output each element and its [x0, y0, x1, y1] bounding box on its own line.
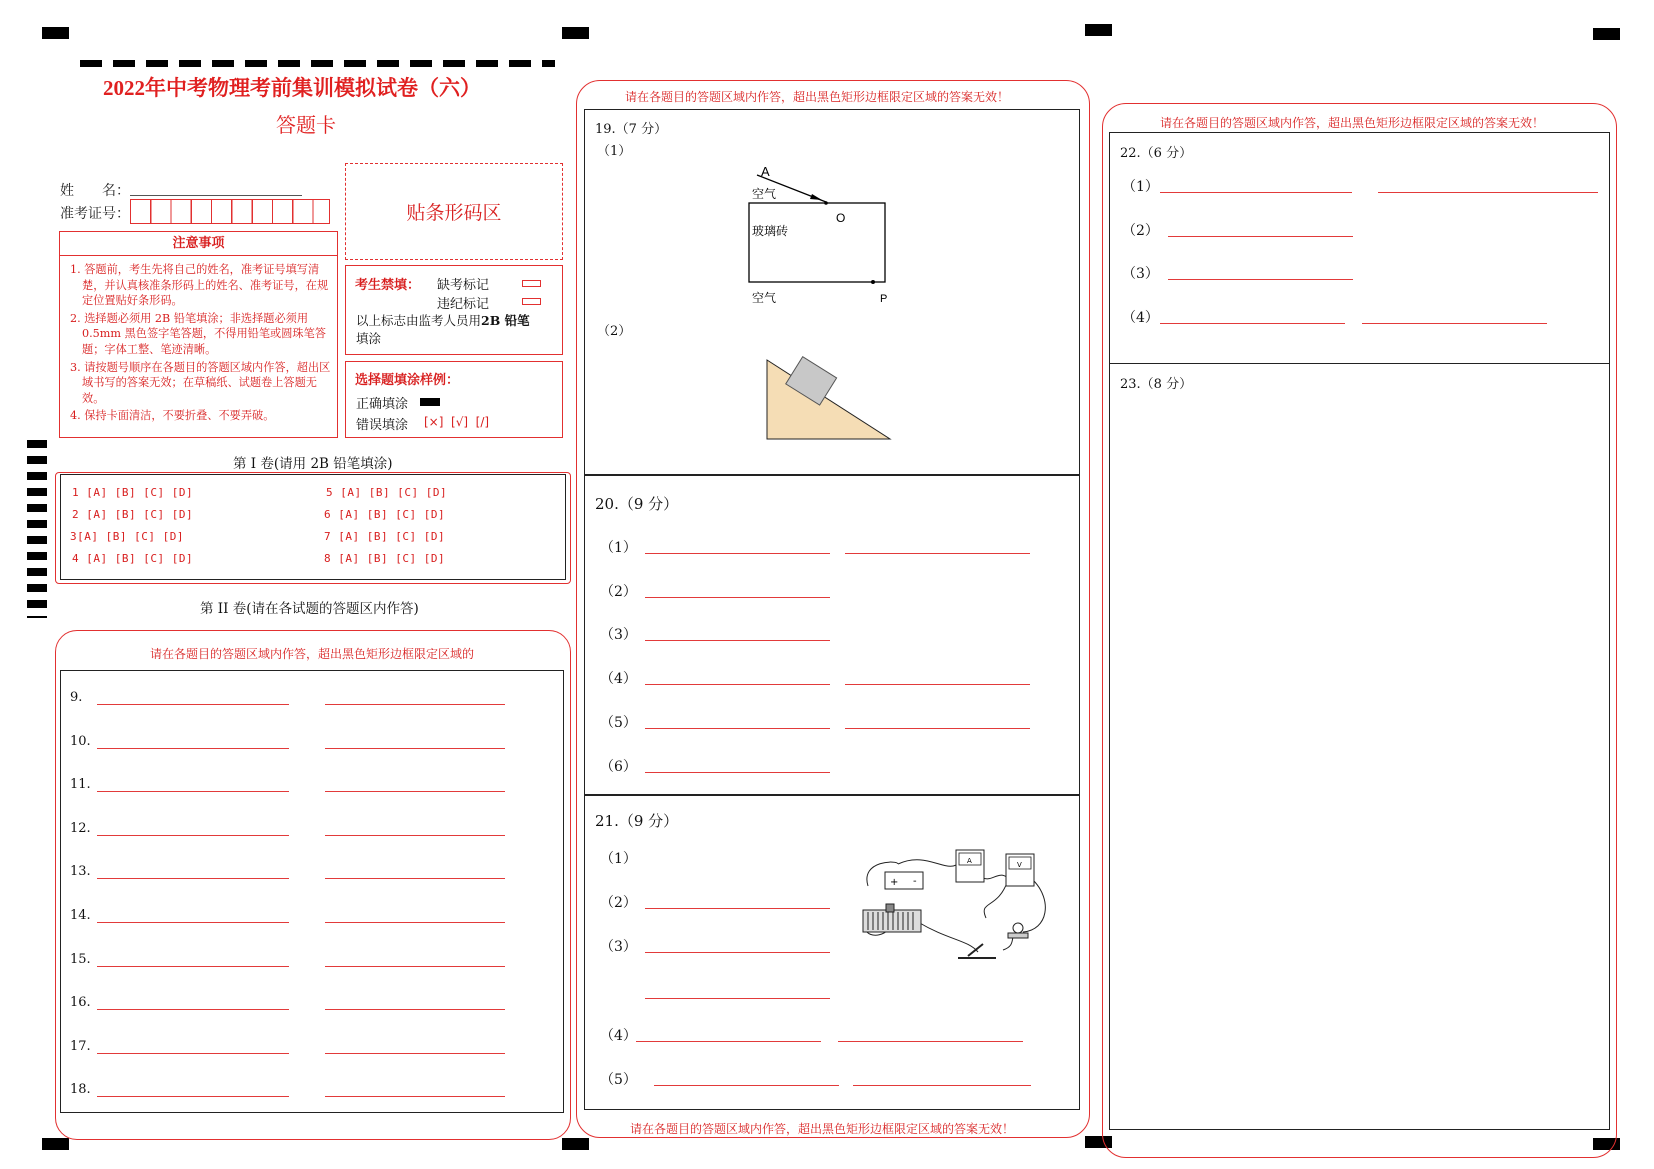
- sub-question-label: （2）: [600, 583, 637, 600]
- wire: [918, 922, 978, 952]
- answer-blank[interactable]: [325, 835, 505, 836]
- answer-blank[interactable]: [645, 908, 830, 909]
- page-title: 2022年中考物理考前集训模拟试卷（六）: [103, 76, 481, 100]
- answer-blank[interactable]: [97, 966, 289, 967]
- notice-title: 注意事项: [60, 232, 337, 256]
- correct-fill-sample: [420, 398, 440, 406]
- ammeter-label: A: [967, 857, 972, 865]
- answer-blank[interactable]: [97, 748, 289, 749]
- label-air-top: 空气: [752, 187, 777, 201]
- answer-blank[interactable]: [838, 1041, 1023, 1042]
- sub-question-label: （1）: [1122, 179, 1159, 195]
- answer-blank[interactable]: [325, 748, 505, 749]
- wrong-fill-samples: [×] [√] [/]: [424, 415, 490, 429]
- answer-blank[interactable]: [97, 791, 289, 792]
- answer-blank[interactable]: [645, 772, 830, 773]
- answer-blank[interactable]: [325, 791, 505, 792]
- question-number: 18.: [70, 1082, 91, 1098]
- answer-blank[interactable]: [1168, 279, 1353, 280]
- dashed-top-line: [80, 60, 555, 67]
- answer-blank[interactable]: [97, 1053, 289, 1054]
- mc-row[interactable]: 2 [A] [B] [C] [D]: [72, 508, 194, 521]
- answer-blank[interactable]: [1160, 323, 1345, 324]
- q20-title: 20.（9 分）: [595, 495, 679, 513]
- ray-arrow-icon: [810, 194, 822, 200]
- part2-answer-box: [60, 670, 564, 1113]
- fill-example-box: [345, 361, 563, 438]
- sub-question-label: （3）: [600, 939, 637, 955]
- timing-mark: [1593, 28, 1620, 40]
- q19-part1: （1）: [597, 144, 632, 159]
- timing-mark: [562, 27, 589, 39]
- point-o: [824, 201, 828, 205]
- label-a: A: [761, 164, 770, 179]
- absent-label: 缺考标记: [437, 278, 490, 293]
- forbidden-note: [356, 312, 556, 348]
- sub-question-label: （3）: [1122, 266, 1159, 282]
- mc-row[interactable]: 4 [A] [B] [C] [D]: [72, 552, 194, 565]
- answer-blank[interactable]: [645, 998, 830, 999]
- answer-blank[interactable]: [853, 1085, 1031, 1086]
- question-number: 16.: [70, 995, 91, 1011]
- sub-question-label: （1）: [600, 851, 637, 867]
- answer-blank[interactable]: [97, 1009, 289, 1010]
- sub-question-label: （4）: [600, 1028, 637, 1044]
- notice-item: 4. 保持卡面清洁，不要折叠、不要弄破。: [70, 409, 275, 423]
- question-number: 17.: [70, 1038, 91, 1054]
- violation-label: 违纪标记: [437, 297, 490, 312]
- wire: [898, 860, 960, 867]
- page-subtitle: 答题卡: [276, 113, 336, 137]
- sub-question-label: （3）: [600, 627, 637, 644]
- sub-question-label: （2）: [1122, 222, 1159, 239]
- col2-bottom-note: 请在各题目的答题区域内作答，超出黑色矩形边框限定区域的答案无效！: [630, 1122, 1015, 1136]
- barcode-area: [345, 163, 563, 260]
- answer-blank[interactable]: [325, 966, 505, 967]
- answer-blank[interactable]: [645, 553, 830, 554]
- answer-blank[interactable]: [645, 640, 830, 641]
- label-o: O: [836, 211, 846, 225]
- notice-item: 3. 请按题号顺序在各题目的答题区域内作答，超出区域书写的答案无效；在草稿纸、试题卷上答题无效。: [70, 360, 331, 405]
- timing-mark: [42, 27, 69, 39]
- wire: [984, 880, 1008, 918]
- sub-question-label: （5）: [600, 714, 637, 731]
- notice-item: 1. 答题前，考生先将自己的姓名，准考证号填写清楚，并认真核准条形码上的姓名、准考证号，在规定位置贴好条形码。: [70, 263, 329, 308]
- timing-mark: [1085, 24, 1112, 36]
- question-number: 14.: [70, 908, 91, 923]
- q22-q23-divider: [1109, 363, 1610, 364]
- forbidden-note-bold: 2B 铅笔: [481, 313, 530, 328]
- mc-row[interactable]: 3[A] [B] [C] [D]: [70, 530, 184, 543]
- id-field[interactable]: [130, 199, 330, 224]
- answer-blank[interactable]: [325, 1096, 505, 1097]
- glass-block: [749, 203, 885, 282]
- answer-blank[interactable]: [654, 1085, 839, 1086]
- question-number: 9.: [70, 690, 83, 705]
- forbidden-note-prefix: 以上标志由监考人员用: [356, 313, 482, 328]
- answer-blank[interactable]: [97, 704, 289, 705]
- forbidden-note-suffix: 填涂: [356, 331, 382, 346]
- q19-part2: （2）: [597, 324, 632, 339]
- answer-blank[interactable]: [1168, 236, 1353, 237]
- timing-mark: [42, 1138, 69, 1150]
- barcode-label: 贴条形码区: [406, 202, 502, 224]
- part2-title: 第 II 卷(请在各试题的答题区内作答): [200, 601, 419, 617]
- notice-item: 2. 选择题必须用 2B 铅笔填涂；非选择题必须用 0.5mm 黑色签字笔答题，不得用铅笔或圆珠笔答题；字体工整、笔迹清晰。: [70, 311, 326, 356]
- answer-blank[interactable]: [1362, 323, 1547, 324]
- mc-row[interactable]: 1 [A] [B] [C] [D]: [72, 486, 194, 499]
- question-number: 10.: [70, 733, 91, 749]
- sub-question-label: （1）: [600, 540, 637, 556]
- q19-title: 19.（7 分）: [595, 122, 668, 137]
- incline-wedge: [767, 360, 890, 439]
- label-air-bottom: 空气: [752, 291, 777, 305]
- notice-box: [59, 231, 338, 438]
- question-number: 13.: [70, 864, 91, 880]
- mc-row[interactable]: 7 [A] [B] [C] [D]: [324, 530, 446, 543]
- question-number: 15.: [70, 951, 91, 967]
- answer-blank[interactable]: [325, 1009, 505, 1010]
- q23-title: 23.（8 分）: [1120, 377, 1193, 392]
- q21-title: 21.（9 分）: [595, 812, 679, 830]
- answer-area-box: [1109, 132, 1610, 1130]
- correct-fill-label: 正确填涂: [356, 397, 409, 412]
- q20-box: [584, 475, 1080, 795]
- answer-blank[interactable]: [1160, 192, 1352, 193]
- question-number: 11.: [70, 777, 91, 793]
- rheostat: [863, 910, 921, 932]
- answer-blank[interactable]: [645, 952, 830, 953]
- mc-row[interactable]: 8 [A] [B] [C] [D]: [324, 552, 446, 565]
- answer-blank[interactable]: [97, 922, 289, 923]
- forbidden-title: 考生禁填：: [355, 278, 421, 293]
- refraction-diagram: [740, 160, 930, 310]
- bulb-base: [1008, 933, 1028, 938]
- sub-question-label: （5）: [600, 1072, 637, 1088]
- answer-blank[interactable]: [636, 1041, 821, 1042]
- bulb: [1013, 923, 1023, 933]
- battery-plus: +: [890, 877, 899, 888]
- sub-question-label: （6）: [600, 758, 637, 775]
- side-timing-strip: [27, 440, 47, 618]
- answer-blank[interactable]: [645, 597, 830, 598]
- rheostat-slider: [886, 904, 894, 912]
- label-p: P: [880, 293, 888, 305]
- voltmeter-label: V: [1017, 861, 1022, 869]
- answer-blank[interactable]: [97, 1096, 289, 1097]
- col2-area-note: 请在各题目的答题区域内作答，超出黑色矩形边框限定区域的答案无效！: [625, 90, 1010, 104]
- sub-question-label: （4）: [600, 671, 637, 688]
- violation-checkbox[interactable]: [522, 298, 541, 305]
- answer-blank[interactable]: [845, 728, 1030, 729]
- fill-example-title: 选择题填涂样例：: [355, 373, 460, 388]
- part1-title: 第 I 卷(请用 2B 铅笔填涂): [233, 456, 393, 472]
- answer-blank[interactable]: [325, 1053, 505, 1054]
- q22-title: 22.（6 分）: [1120, 146, 1193, 161]
- mc-row[interactable]: 5 [A] [B] [C] [D]: [326, 486, 448, 499]
- name-field[interactable]: [130, 195, 302, 196]
- question-number: 12.: [70, 820, 91, 836]
- answer-blank[interactable]: [645, 728, 830, 729]
- wire: [1023, 880, 1045, 932]
- answer-blank[interactable]: [97, 835, 289, 836]
- answer-blank[interactable]: [325, 922, 505, 923]
- sub-question-label: （2）: [600, 895, 637, 911]
- mc-row[interactable]: 6 [A] [B] [C] [D]: [324, 508, 446, 521]
- wire: [983, 875, 1008, 879]
- answer-blank[interactable]: [1378, 192, 1598, 193]
- circuit-diagram: [858, 840, 1048, 965]
- incline-diagram: [760, 350, 900, 445]
- col3-area-note: 请在各题目的答题区域内作答，超出黑色矩形边框限定区域的答案无效！: [1160, 116, 1545, 130]
- answer-blank[interactable]: [845, 684, 1030, 685]
- answer-blank[interactable]: [845, 553, 1030, 554]
- absent-checkbox[interactable]: [522, 280, 541, 287]
- part2-area-note: 请在各题目的答题区域内作答，超出黑色矩形边框限定区域的: [150, 647, 475, 661]
- name-label: 姓 名：: [60, 183, 130, 199]
- sub-question-label: （4）: [1122, 309, 1159, 326]
- answer-blank[interactable]: [325, 704, 505, 705]
- id-label: 准考证号：: [60, 206, 130, 222]
- forbidden-box: [345, 265, 563, 355]
- point-p: [871, 280, 875, 284]
- answer-blank[interactable]: [97, 878, 289, 879]
- battery-minus: -: [913, 876, 917, 887]
- answer-blank[interactable]: [325, 878, 505, 879]
- label-glass: 玻璃砖: [752, 224, 789, 238]
- timing-mark: [562, 1138, 589, 1150]
- answer-blank[interactable]: [645, 684, 830, 685]
- wrong-fill-label: 错误填涂: [356, 418, 409, 433]
